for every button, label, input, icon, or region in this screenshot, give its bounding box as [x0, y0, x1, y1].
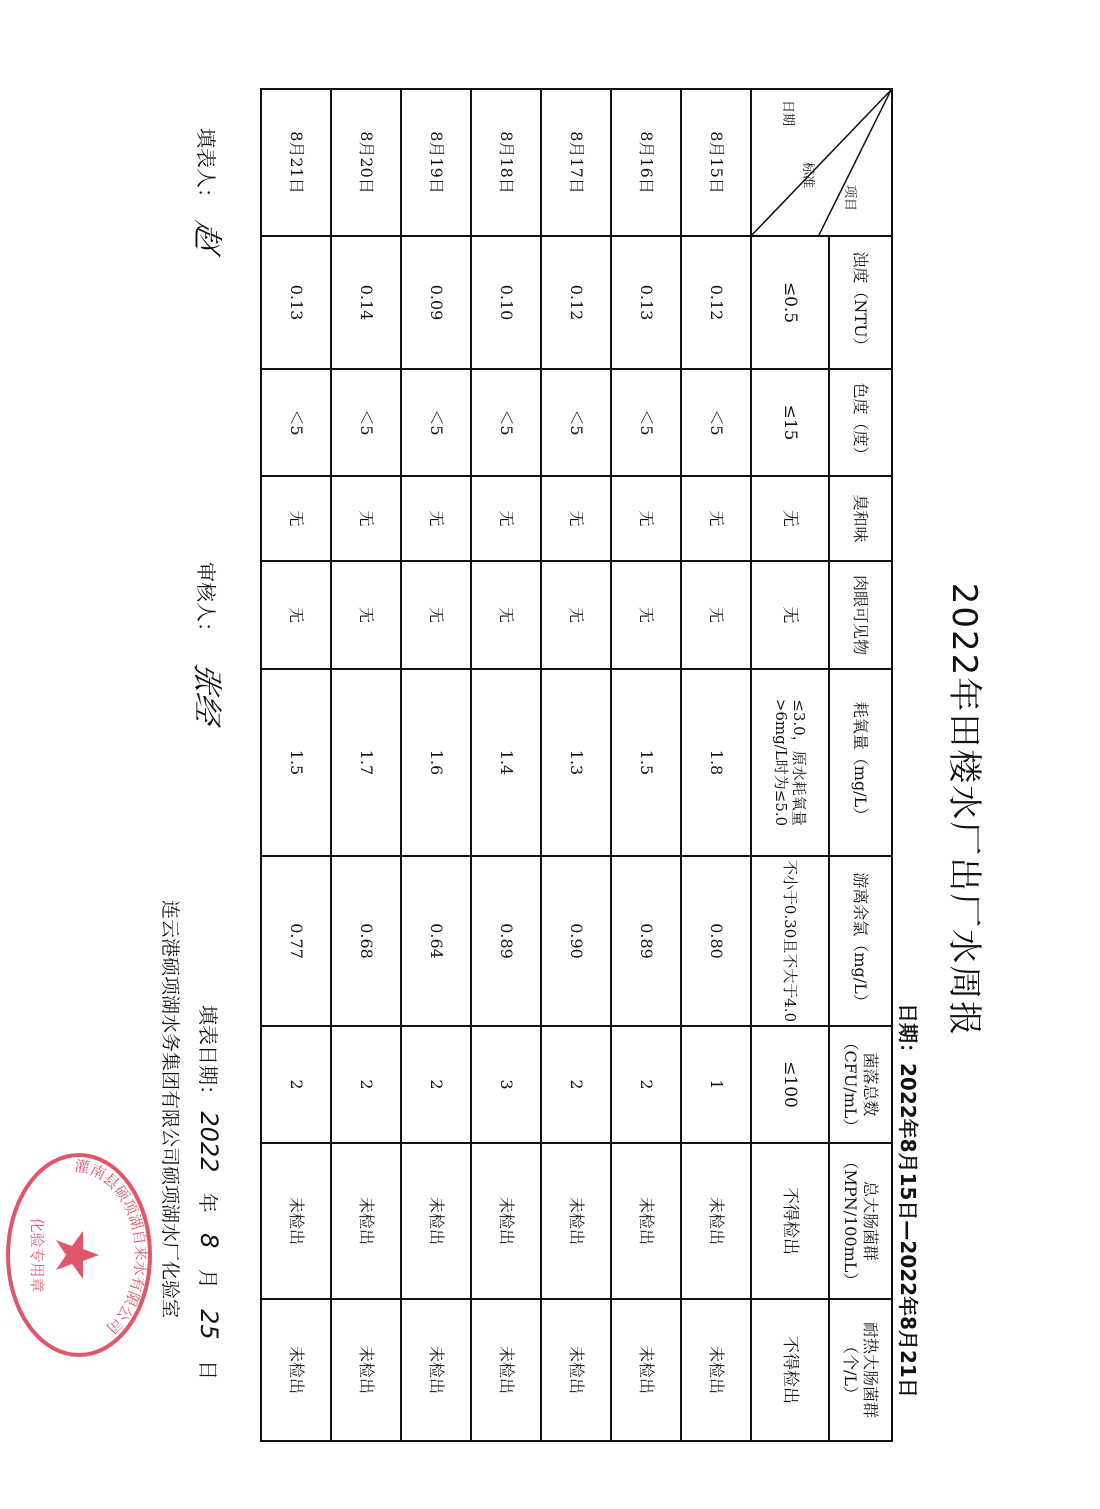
row-date: 8月15日: [681, 89, 751, 236]
measurement-value: 0.13: [611, 236, 681, 369]
standard-value: ≤3.0，原水耗氧量>6mg/L时为≤5.0: [751, 669, 829, 856]
measurement-value: 3: [471, 1026, 541, 1143]
stamp-inner-text: 化验专用章: [28, 1217, 46, 1293]
standard-value: ≤100: [751, 1026, 829, 1143]
measurement-value: 2: [611, 1026, 681, 1143]
stamp-outer-text: 灌南县硕项湖自来水有限公司: [73, 1156, 150, 1338]
organization-name: 连云港硕项湖水务集团有限公司硕项湖水厂化验室: [159, 900, 181, 1319]
column-header: 浊度（NTU）: [829, 236, 892, 369]
measurement-value: 无: [331, 476, 401, 561]
column-header: 耗氧量（mg/L）: [829, 669, 892, 856]
row-date: 8月18日: [471, 89, 541, 236]
measurement-value: 2: [331, 1026, 401, 1143]
standard-value: 无: [751, 561, 829, 669]
data-row: [611, 89, 681, 1441]
measurement-value: ＜5: [261, 369, 331, 476]
measurement-value: 未检出: [541, 1299, 611, 1441]
data-row: [541, 89, 611, 1441]
measurement-value: 1.5: [261, 669, 331, 856]
measurement-value: ＜5: [471, 369, 541, 476]
measurement-value: 0.09: [401, 236, 471, 369]
measurement-value: 无: [541, 476, 611, 561]
data-row: [401, 89, 471, 1441]
measurement-value: 未检出: [471, 1299, 541, 1441]
measurement-value: ＜5: [331, 369, 401, 476]
fill-day: 25: [195, 1309, 223, 1340]
filler-label: 填表人：: [194, 128, 218, 208]
measurement-value: 2: [261, 1026, 331, 1143]
official-stamp: [4, 1150, 154, 1360]
row-date: 8月17日: [541, 89, 611, 236]
measurement-value: 无: [681, 476, 751, 561]
measurement-value: 未检出: [261, 1143, 331, 1299]
report-title: 2022年田楼水厂出厂水周报: [944, 582, 984, 1038]
fill-date-label: 填表日期：: [196, 1005, 220, 1105]
water-quality-table: [260, 88, 893, 1442]
measurement-value: 未检出: [541, 1143, 611, 1299]
fill-date: [195, 1005, 224, 1380]
measurement-value: 无: [611, 561, 681, 669]
measurement-value: 1.3: [541, 669, 611, 856]
data-row: [471, 89, 541, 1441]
fill-month: 8: [195, 1233, 223, 1249]
star-icon: [56, 1231, 99, 1279]
measurement-value: 0.89: [611, 856, 681, 1026]
measurement-value: 无: [261, 476, 331, 561]
measurement-value: 无: [611, 476, 681, 561]
measurement-value: 未检出: [681, 1299, 751, 1441]
measurement-value: 0.14: [331, 236, 401, 369]
row-date: 8月19日: [401, 89, 471, 236]
report-date-range: 日期：2022年8月15日—2022年8月21日: [896, 1003, 920, 1398]
standard-value: ≤15: [751, 369, 829, 476]
measurement-value: 未检出: [471, 1143, 541, 1299]
row-date: 8月16日: [611, 89, 681, 236]
measurement-value: 无: [261, 561, 331, 669]
month-unit: 月: [196, 1268, 220, 1289]
measurement-value: 0.68: [331, 856, 401, 1026]
measurement-value: 0.90: [541, 856, 611, 1026]
measurement-value: ＜5: [611, 369, 681, 476]
measurement-value: 2: [541, 1026, 611, 1143]
fill-year: 2022: [195, 1111, 223, 1173]
measurement-value: 无: [401, 561, 471, 669]
measurement-value: 0.77: [261, 856, 331, 1026]
measurement-value: 1.7: [331, 669, 401, 856]
measurement-value: 未检出: [611, 1299, 681, 1441]
day-unit: 日: [196, 1360, 220, 1381]
standard-value: 不得检出: [751, 1299, 829, 1441]
standard-value: 无: [751, 476, 829, 561]
standard-value: 不得检出: [751, 1143, 829, 1299]
measurement-value: 无: [331, 561, 401, 669]
measurement-value: 未检出: [261, 1299, 331, 1441]
measurement-value: 0.64: [401, 856, 471, 1026]
measurement-value: ＜5: [681, 369, 751, 476]
measurement-value: 0.89: [471, 856, 541, 1026]
measurement-value: 无: [471, 476, 541, 561]
column-header: 游离余氯（mg/L）: [829, 856, 892, 1026]
measurement-value: 无: [681, 561, 751, 669]
measurement-value: 0.80: [681, 856, 751, 1026]
measurement-value: 未检出: [611, 1143, 681, 1299]
standard-value: ≤0.5: [751, 236, 829, 369]
data-row: [261, 89, 331, 1441]
diagonal-header-cell: [751, 89, 892, 236]
measurement-value: 1.4: [471, 669, 541, 856]
measurement-value: 1.6: [401, 669, 471, 856]
row-date: 8月21日: [261, 89, 331, 236]
measurement-value: 未检出: [331, 1299, 401, 1441]
measurement-value: 无: [471, 561, 541, 669]
column-header: 肉眼可见物: [829, 561, 892, 669]
standards-row: [751, 89, 829, 1441]
column-header: 色度（度）: [829, 369, 892, 476]
measurement-value: 2: [401, 1026, 471, 1143]
measurement-value: ＜5: [401, 369, 471, 476]
measurement-value: 未检出: [681, 1143, 751, 1299]
column-header: 臭和味: [829, 476, 892, 561]
measurement-value: 1.8: [681, 669, 751, 856]
measurement-value: 未检出: [401, 1299, 471, 1441]
data-row: [331, 89, 401, 1441]
measurement-value: 1.5: [611, 669, 681, 856]
standard-value: 不小于0.30且不大于4.0: [751, 856, 829, 1026]
year-unit: 年: [196, 1192, 220, 1213]
measurement-value: 0.12: [681, 236, 751, 369]
row-date: 8月20日: [331, 89, 401, 236]
measurement-value: ＜5: [541, 369, 611, 476]
measurement-value: 1: [681, 1026, 751, 1143]
measurement-value: 无: [401, 476, 471, 561]
column-header: 总大肠菌群（MPN/100mL）: [829, 1143, 892, 1299]
corner-date-label: 日期: [780, 100, 795, 127]
column-header: 耐热大肠菌群（个/L）: [829, 1299, 892, 1441]
measurement-value: 未检出: [331, 1143, 401, 1299]
measurement-value: 0.13: [261, 236, 331, 369]
reviewer-signature: 张经: [189, 659, 224, 727]
corner-standard-label: 标准: [800, 162, 815, 189]
measurement-value: 0.10: [471, 236, 541, 369]
measurement-value: 无: [541, 561, 611, 669]
diagonal-lines: [750, 90, 891, 237]
column-header: 菌落总数（CFU/mL）: [829, 1026, 892, 1143]
reviewer-label: 审核人：: [194, 562, 218, 642]
corner-item-label: 项目: [842, 185, 857, 212]
measurement-value: 0.12: [541, 236, 611, 369]
data-row: [681, 89, 751, 1441]
header-row: [829, 89, 892, 1441]
filler-signature: 赵: [189, 217, 224, 255]
measurement-value: 未检出: [401, 1143, 471, 1299]
